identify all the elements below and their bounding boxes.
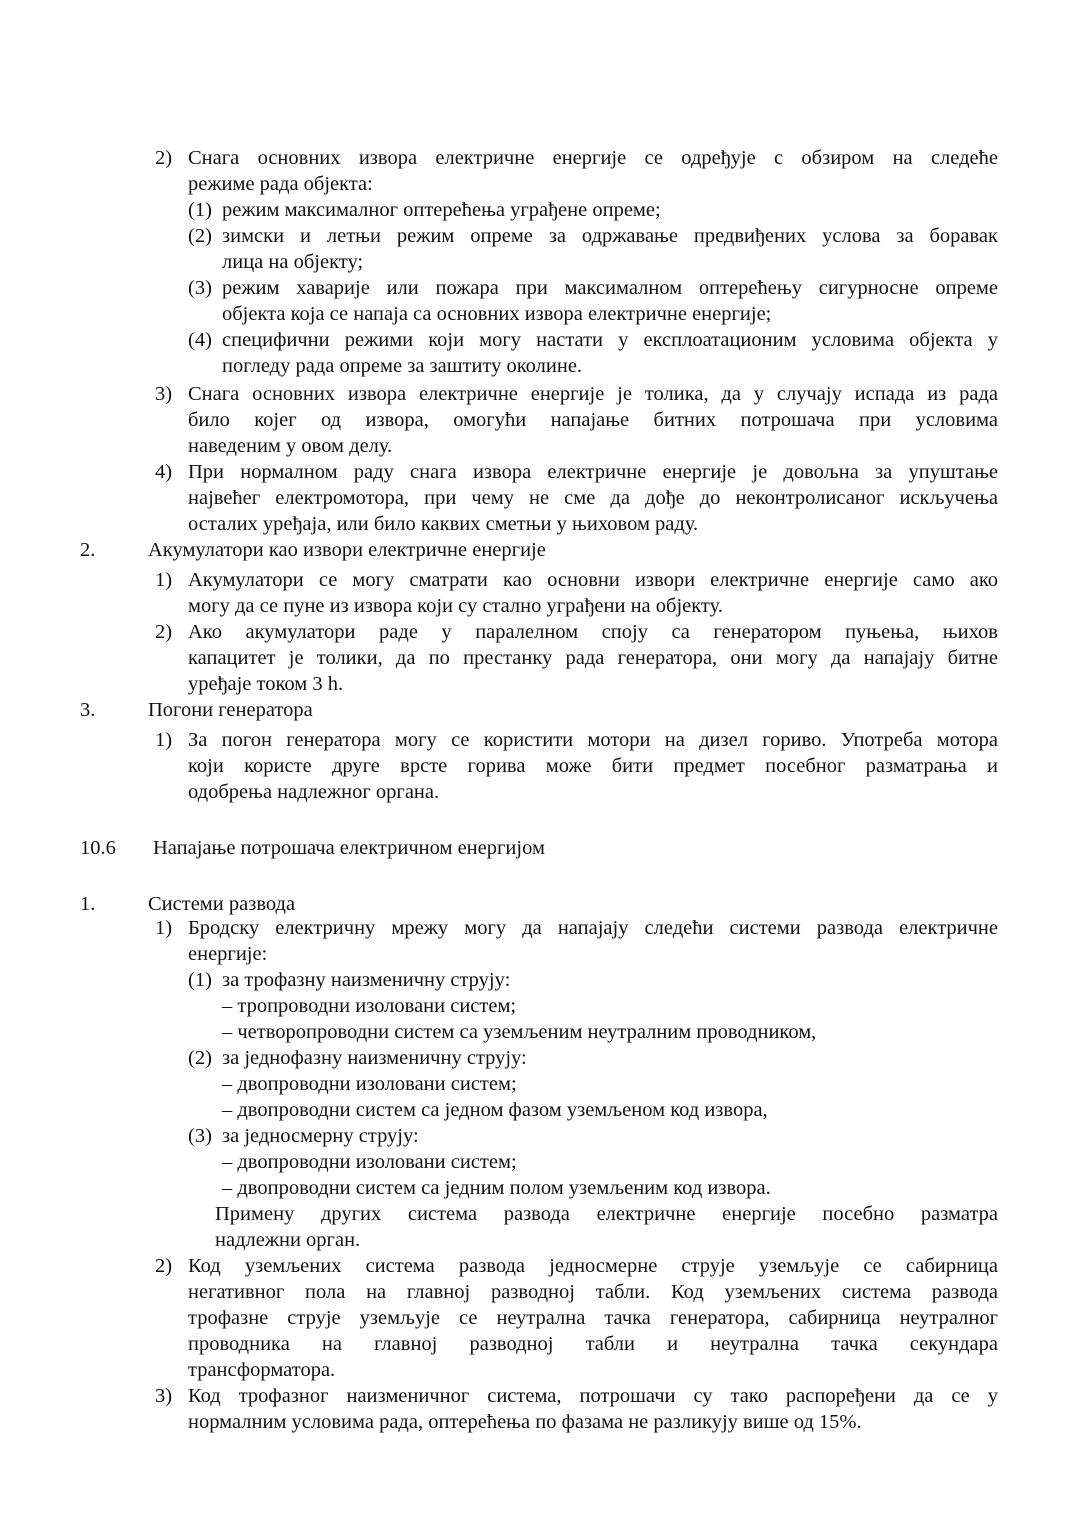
item-number: (3) (188, 277, 212, 299)
text-line: одобрења надлежног органа. (188, 781, 440, 803)
text-line: било којег од извора, омогући напајање битних потрошача при условима (188, 409, 998, 431)
text-line: највећег електромотора, при чему не сме да дође до неконтролисаног искључења (188, 487, 998, 509)
item-number: 2) (155, 1255, 173, 1277)
text-line: Снага основних извора електричне енергије је толика, да у случају испада из рада (188, 383, 998, 405)
item-number: 1) (155, 729, 173, 751)
text-line: негативног пола на главној разводној табли. Код уземљених система развода (188, 1281, 998, 1303)
text-line: уређаје током 3 h. (188, 673, 344, 695)
text-line: При нормалном раду снага извора електричне енергије је довољна за упуштање (188, 461, 998, 483)
text-line: проводника на главној разводној табли и неутрална тачка секундара (188, 1333, 998, 1355)
item-number: (2) (188, 225, 212, 247)
item-number: 3) (155, 383, 173, 405)
item-number: 2) (155, 621, 173, 643)
text-line: Код уземљених система развода једносмерне струје уземљује се сабирница (188, 1255, 998, 1277)
item-number: (4) (188, 329, 212, 351)
text-line: Примену других система развода електричне енергије посебно разматра (215, 1203, 998, 1225)
text-line: Напајање потрошача електричном енергијом (153, 837, 545, 859)
text-line: За погон генератора могу се користити мотори на дизел гориво. Употреба мотора (188, 729, 998, 751)
item-number: 3. (80, 699, 96, 721)
text-line: – двопроводни изоловани систем; (222, 1151, 517, 1173)
item-number: 3) (155, 1385, 173, 1407)
text-line: режиме рада објекта: (188, 173, 373, 195)
text-line: зимски и летњи режим опреме за одржавање предвиђених услова за боравак (222, 225, 998, 247)
item-number: 2. (80, 539, 96, 561)
text-line: Акумулатори као извори електричне енергије (148, 539, 546, 561)
text-line: трофазне струје уземљује се неутрална тачка генератора, сабирница неутралног (188, 1307, 998, 1329)
text-line: – тропроводни изоловани систем; (222, 995, 517, 1017)
text-line: Код трофазног наизменичног система, потрошачи су тако распоређени да се у (188, 1385, 998, 1407)
item-number: 1. (80, 893, 96, 915)
text-line: режим максималног оптерећења уграђене опреме; (222, 199, 661, 221)
text-line: за трофазну наизменичну струју: (222, 969, 511, 991)
item-number: 1) (155, 917, 173, 939)
item-number: 4) (155, 461, 173, 483)
text-line: Бродску електричну мрежу могу да напајају следећи системи развода електричне (188, 917, 998, 939)
text-line: капацитет је толики, да по престанку рада генератора, они могу да напајају битне (188, 647, 998, 669)
text-line: специфични режими који могу настати у експлоатационим условима објекта у (222, 329, 998, 351)
text-line: Снага основних извора електричне енергије се одређује с обзиром на следеће (188, 147, 998, 169)
text-line: – двопроводни изоловани систем; (222, 1073, 517, 1095)
text-line: погледу рада опреме за заштиту околине. (222, 355, 583, 377)
text-line: трансформатора. (188, 1359, 336, 1381)
text-line: наведеним у овом делу. (188, 435, 393, 457)
text-line: Системи развода (148, 893, 296, 915)
item-number: 1) (155, 569, 173, 591)
item-number: (1) (188, 969, 212, 991)
item-number: 10.6 (80, 837, 116, 859)
text-line: осталих уређаја, или било каквих сметњи у њиховом раду. (188, 513, 699, 535)
text-line: који користе друге врсте горива може бити предмет посебног разматрања и (188, 755, 998, 777)
text-line: енергије: (188, 943, 268, 965)
text-line: могу да се пуне из извора који су стално уграђени на објекту. (188, 595, 723, 617)
text-line: лица на објекту; (222, 251, 364, 273)
text-line: надлежни орган. (215, 1229, 361, 1251)
text-line: – четворопроводни систем са уземљеним неутралним проводником, (222, 1021, 817, 1043)
text-line: режим хаварије или пожара при максималном оптерећењу сигурносне опреме (222, 277, 998, 299)
item-number: (3) (188, 1125, 212, 1147)
item-number: 2) (155, 147, 173, 169)
text-line: за једнофазну наизменичну струју: (222, 1047, 527, 1069)
text-line: за једносмерну струју: (222, 1125, 419, 1147)
text-line: нормалним условима рада, оптерећења по фазама не разликују више од 15%. (188, 1411, 862, 1433)
text-line: – двопроводни систем са једном фазом уземљеном код извора, (222, 1099, 768, 1121)
item-number: (2) (188, 1047, 212, 1069)
text-line: Акумулатори се могу сматрати као основни извори електричне енергије само ако (188, 569, 998, 591)
text-line: Ако акумулатори раде у паралелном споју са генератором пуњења, њихов (188, 621, 998, 643)
item-number: (1) (188, 199, 212, 221)
text-line: – двопроводни систем са једним полом уземљеним код извора. (222, 1177, 771, 1199)
text-line: објекта која се напаја са основних извора електричне енергије; (222, 303, 772, 325)
text-line: Погони генератора (148, 699, 313, 721)
